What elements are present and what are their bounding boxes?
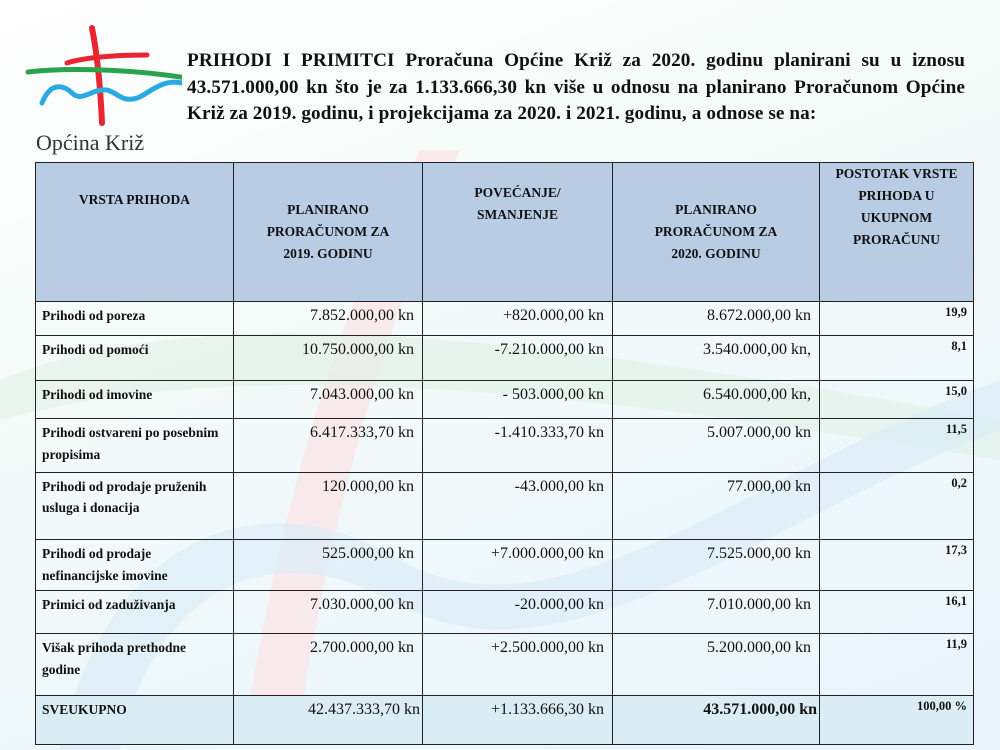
logo (22, 18, 182, 158)
row-plan-2020: 5.200.000,00 kn (613, 634, 820, 696)
row-plan-2020: 3.540.000,00 kn, (613, 336, 820, 381)
row-plan-2020: 7.010.000,00 kn (613, 591, 820, 634)
row-type: Prihodi od prodaje pruženih usluga i donacija (36, 473, 234, 540)
row-type: Prihodi od poreza (36, 302, 234, 336)
row-change: -20.000,00 kn (423, 591, 613, 634)
row-share: 11,5 (820, 419, 974, 473)
total-type: SVEUKUPNO (36, 696, 234, 745)
table-row (36, 634, 974, 696)
row-plan-2019: 7.852.000,00 kn (234, 302, 423, 336)
header-plan-2020: PLANIRANO PRORAČUNOM ZA 2020. GODINU (613, 163, 820, 302)
total-plan-2019: 42.437.333,70 kn (234, 696, 423, 745)
header-plan-2019: PLANIRANO PRORAČUNOM ZA 2019. GODINU (234, 163, 423, 302)
total-change: +1.133.666,30 kn (423, 696, 613, 745)
header-type: VRSTA PRIHODA (36, 163, 234, 302)
table-total-row (36, 696, 974, 745)
row-type: Primici od zaduživanja (36, 591, 234, 634)
row-plan-2020: 77.000,00 kn (613, 473, 820, 540)
table-row (36, 381, 974, 419)
row-share: 15,0 (820, 381, 974, 419)
row-plan-2019: 525.000,00 kn (234, 540, 423, 591)
row-plan-2019: 6.417.333,70 kn (234, 419, 423, 473)
row-plan-2019: 120.000,00 kn (234, 473, 423, 540)
row-type: Prihodi od prodaje nefinancijske imovine (36, 540, 234, 591)
header-share: POSTOTAK VRSTE PRIHODA U UKUPNOM PRORAČUNU (820, 163, 974, 302)
total-share: 100,00 % (820, 696, 974, 745)
row-change: -1.410.333,70 kn (423, 419, 613, 473)
row-change: -7.210.000,00 kn (423, 336, 613, 381)
row-change: -43.000,00 kn (423, 473, 613, 540)
header-change: POVEĆANJE/ SMANJENJE (423, 163, 613, 302)
table-header-row (36, 163, 974, 302)
row-share: 17,3 (820, 540, 974, 591)
revenue-table (35, 162, 974, 745)
row-share: 11,9 (820, 634, 974, 696)
row-change: +820.000,00 kn (423, 302, 613, 336)
row-plan-2020: 5.007.000,00 kn (613, 419, 820, 473)
table-row (36, 473, 974, 540)
intro-paragraph: PRIHODI I PRIMITCI Proračuna Općine Križ za 2020. godinu planirani su u iznosu 43.571.000,00 kn što je za 1.133.666,30 kn više u odnosu na planirano Proračunom Općine Križ za 2019. godinu, i projekcijama za 2020. i 2021. godinu, a odnose se na: (187, 50, 965, 124)
row-plan-2019: 7.030.000,00 kn (234, 591, 423, 634)
row-change: +2.500.000,00 kn (423, 634, 613, 696)
row-plan-2020: 8.672.000,00 kn (613, 302, 820, 336)
row-type: Prihodi od imovine (36, 381, 234, 419)
row-share: 0,2 (820, 473, 974, 540)
row-change: +7.000.000,00 kn (423, 540, 613, 591)
row-share: 19,9 (820, 302, 974, 336)
table-row (36, 540, 974, 591)
table-row (36, 419, 974, 473)
row-share: 16,1 (820, 591, 974, 634)
row-plan-2019: 10.750.000,00 kn (234, 336, 423, 381)
row-plan-2020: 7.525.000,00 kn (613, 540, 820, 591)
table-row (36, 302, 974, 336)
table-row (36, 591, 974, 634)
logo-text: Općina Križ (36, 130, 145, 155)
row-type: Višak prihoda prethodne godine (36, 634, 234, 696)
row-type: Prihodi ostvareni po posebnim propisima (36, 419, 234, 473)
row-change: - 503.000,00 kn (423, 381, 613, 419)
row-plan-2019: 2.700.000,00 kn (234, 634, 423, 696)
row-plan-2020: 6.540.000,00 kn, (613, 381, 820, 419)
table-row (36, 336, 974, 381)
total-plan-2020: 43.571.000,00 kn (613, 696, 820, 745)
row-type: Prihodi od pomoći (36, 336, 234, 381)
row-share: 8,1 (820, 336, 974, 381)
logo-emblem-icon (22, 18, 182, 128)
row-plan-2019: 7.043.000,00 kn (234, 381, 423, 419)
